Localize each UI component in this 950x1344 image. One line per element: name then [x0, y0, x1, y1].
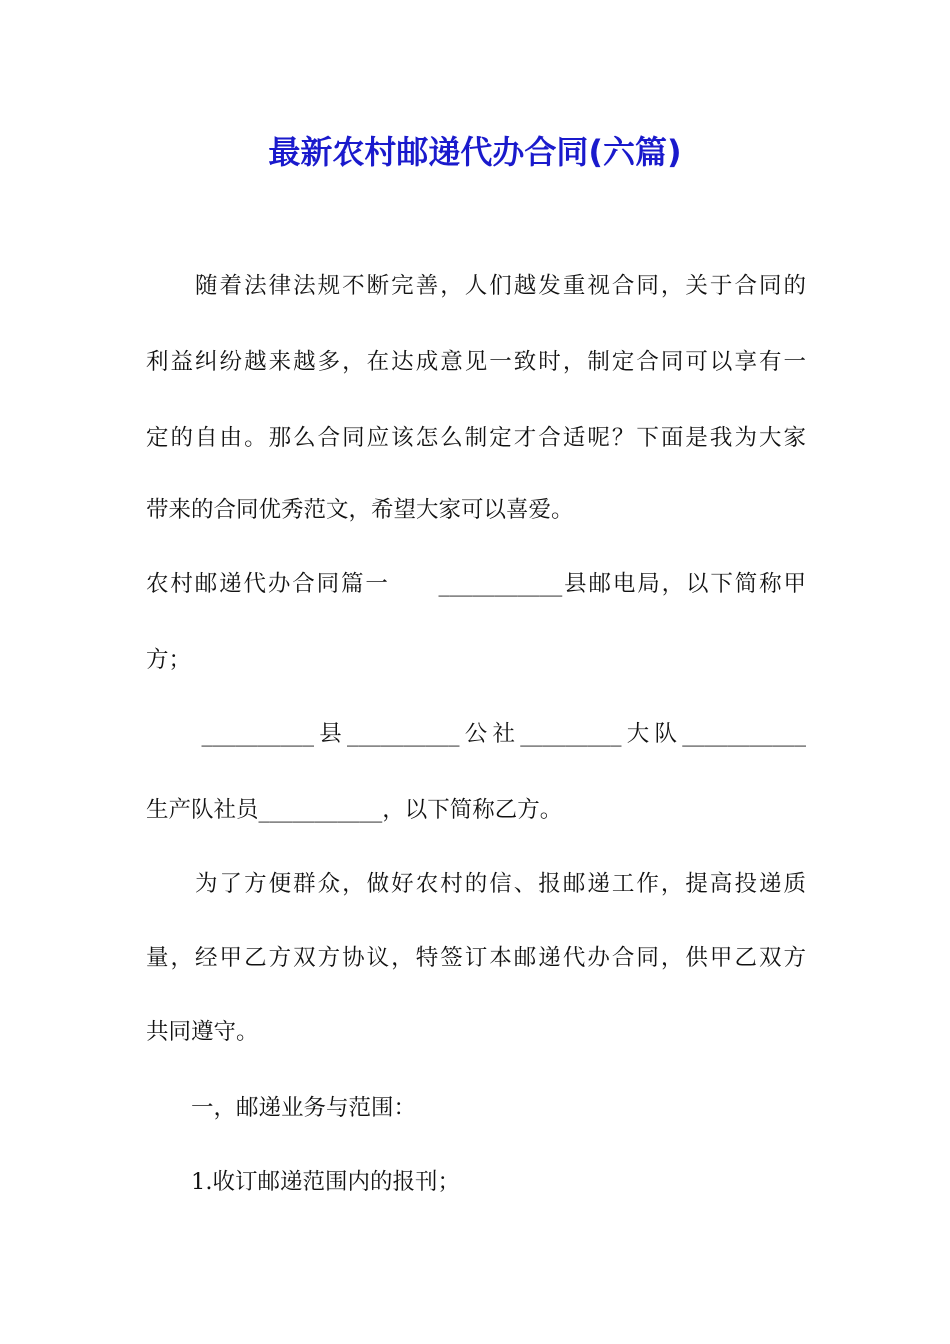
paragraph-line: 农村邮递代办合同篇一 ___________县邮电局，以下简称甲	[146, 571, 806, 597]
paragraph-line: 利益纠纷越来越多，在达成意见一致时，制定合同可以享有一	[146, 349, 806, 375]
paragraph-line: 随着法律法规不断完善，人们越发重视合同，关于合同的	[146, 273, 806, 299]
section-heading: 一，邮递业务与范围：	[146, 1095, 417, 1121]
paragraph-line: 共同遵守。	[146, 1019, 259, 1045]
paragraph-line: 方；	[146, 647, 192, 673]
paragraph-line: 生产队社员___________，以下简称乙方。	[146, 797, 563, 823]
paragraph-line: 为了方便群众，做好农村的信、报邮递工作，提高投递质	[146, 871, 806, 897]
paragraph-line: 带来的合同优秀范文，希望大家可以喜爱。	[146, 497, 574, 523]
paragraph-line: 量，经甲乙方双方协议，特签订本邮递代办合同，供甲乙双方	[146, 945, 806, 971]
paragraph-line: __________县__________公社_________大队___________	[146, 721, 806, 747]
document-title: 最新农村邮递代办合同(六篇)	[268, 133, 682, 171]
paragraph-line: 定的自由。那么合同应该怎么制定才合适呢？下面是我为大家	[146, 425, 806, 451]
list-item: 1.收订邮递范围内的报刊；	[146, 1169, 460, 1195]
